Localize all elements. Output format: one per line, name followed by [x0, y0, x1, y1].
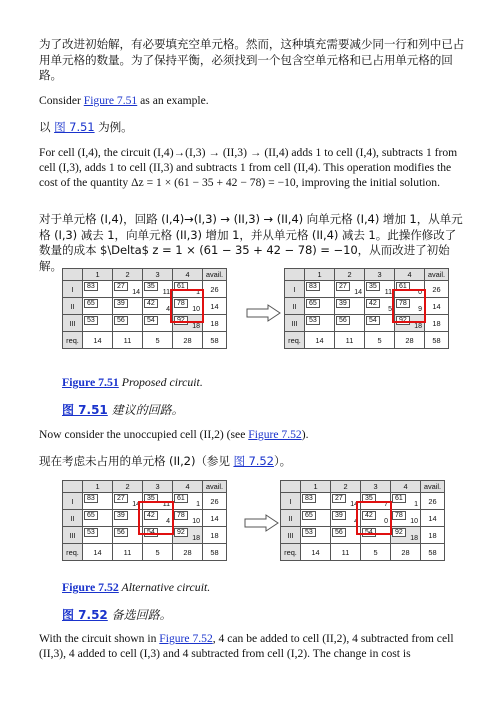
figure-7-51-caption-text-zh: 建议的回路。	[107, 403, 184, 417]
requirement-cell: 11	[113, 544, 143, 561]
allocation: 14	[350, 501, 358, 508]
unit-cost: 53	[302, 528, 316, 537]
availability-cell: 26	[425, 281, 449, 298]
allocation: 10	[192, 306, 200, 313]
unit-cost: 35	[144, 494, 158, 503]
unit-cost: 53	[306, 316, 320, 325]
unit-cost: 53	[84, 528, 98, 537]
requirement-cell: 5	[143, 332, 173, 349]
requirement-cell: 58	[203, 332, 227, 349]
cost-cell	[173, 527, 203, 544]
requirement-cell: 58	[425, 332, 449, 349]
requirement-cell: 14	[83, 544, 113, 561]
availability-cell: 26	[203, 493, 227, 510]
availability-cell: 18	[203, 315, 227, 332]
column-header: 4	[391, 481, 421, 493]
row-label: II	[63, 510, 83, 527]
column-header: 3	[361, 481, 391, 493]
unoccupied-text-zh-end: ）。	[273, 454, 292, 468]
availability-cell: 18	[425, 315, 449, 332]
unit-cost: 35	[362, 494, 376, 503]
unit-cost: 54	[366, 316, 380, 325]
unoccupied-text: Now consider the unoccupied cell (II,2) (see	[39, 428, 249, 441]
cost-cell	[365, 298, 395, 315]
cost-cell	[391, 510, 421, 527]
unit-cost: 54	[144, 316, 158, 325]
unit-cost: 27	[114, 282, 128, 291]
unit-cost: 92	[396, 316, 410, 325]
figure-7-52-caption-label[interactable]: Figure 7.52	[62, 580, 119, 594]
cost-cell	[143, 281, 173, 298]
requirement-cell: 14	[301, 544, 331, 561]
unit-cost: 35	[366, 282, 380, 291]
unit-cost: 92	[392, 528, 406, 537]
allocation: 1	[196, 289, 200, 296]
unit-cost: 65	[84, 511, 98, 520]
right-arrow-icon	[246, 304, 282, 322]
cost-cell	[83, 281, 113, 298]
requirement-row	[281, 544, 445, 561]
row-label: req.	[63, 544, 83, 561]
column-header: 2	[335, 269, 365, 281]
unit-cost: 42	[366, 299, 380, 308]
requirement-row	[63, 544, 227, 561]
row-label: I	[63, 493, 83, 510]
allocation: 18	[414, 323, 422, 330]
row-label: I	[281, 493, 301, 510]
availability-cell: 26	[421, 493, 445, 510]
unit-cost: 42	[144, 299, 158, 308]
cost-cell	[335, 281, 365, 298]
figure-7-51-caption-label[interactable]: Figure 7.51	[62, 375, 119, 389]
row-label: III	[63, 527, 83, 544]
availability-cell: 14	[425, 298, 449, 315]
cost-cell	[391, 527, 421, 544]
unit-cost: 65	[306, 299, 320, 308]
figure-7-52-link[interactable]: Figure 7.52	[248, 428, 302, 441]
figure-7-52-caption-text: Alternative circuit.	[118, 580, 211, 594]
row-label: req.	[285, 332, 305, 349]
cost-cell	[301, 493, 331, 510]
row-label: req.	[281, 544, 301, 561]
cost-cell	[173, 493, 203, 510]
allocation: 11	[162, 289, 170, 296]
figure-7-51-caption-zh	[62, 401, 489, 418]
column-header: 1	[83, 269, 113, 281]
column-header: 1	[305, 269, 335, 281]
allocation: 18	[410, 535, 418, 542]
cost-cell	[301, 510, 331, 527]
unit-cost: 39	[114, 299, 128, 308]
requirement-cell: 28	[173, 332, 203, 349]
unit-cost: 61	[174, 282, 188, 291]
allocation: 9	[418, 306, 422, 313]
figure-7-52-caption-text-zh: 备选回路。	[107, 608, 172, 622]
allocation: 14	[132, 501, 140, 508]
unit-cost: 39	[332, 511, 346, 520]
unit-cost: 54	[144, 528, 158, 537]
figure-7-52-caption-label-zh[interactable]: 图 7.52	[62, 608, 108, 622]
unoccupied-text-end: ).	[301, 428, 309, 441]
unit-cost: 61	[396, 282, 410, 291]
allocation: 5	[388, 306, 392, 313]
availability-cell: 14	[203, 298, 227, 315]
requirement-cell: 5	[143, 544, 173, 561]
row-label: II	[63, 298, 83, 315]
unit-cost: 27	[114, 494, 128, 503]
figure-7-52-caption	[62, 580, 489, 595]
cost-cell	[143, 298, 173, 315]
with-circuit-paragraph	[39, 632, 466, 662]
unit-cost: 78	[174, 299, 188, 308]
row-label: III	[285, 315, 305, 332]
availability-cell: 14	[421, 510, 445, 527]
row-label: III	[281, 527, 301, 544]
requirement-cell: 14	[83, 332, 113, 349]
unit-cost: 54	[362, 528, 376, 537]
unit-cost: 83	[302, 494, 316, 503]
unoccupied-paragraph	[39, 428, 466, 443]
cost-cell	[113, 298, 143, 315]
column-header: avail.	[203, 481, 227, 493]
cost-cell	[305, 315, 335, 332]
unit-cost: 65	[84, 299, 98, 308]
allocation: 1	[414, 501, 418, 508]
figure-7-52-caption-zh	[62, 606, 489, 623]
unit-cost: 56	[114, 528, 128, 537]
unit-cost: 27	[336, 282, 350, 291]
column-header: avail.	[425, 269, 449, 281]
unit-cost: 65	[302, 511, 316, 520]
cost-cell	[83, 298, 113, 315]
unit-cost: 42	[144, 511, 158, 520]
unit-cost: 27	[332, 494, 346, 503]
requirement-cell: 11	[113, 332, 143, 349]
allocation: 14	[354, 289, 362, 296]
requirement-row	[63, 332, 227, 349]
unit-cost: 61	[392, 494, 406, 503]
circuit-highlight-box	[356, 501, 392, 535]
allocation: 4	[166, 518, 170, 525]
row-label: I	[63, 281, 83, 298]
unit-cost: 56	[336, 316, 350, 325]
figure-7-52-link-2[interactable]: Figure 7.52	[159, 632, 213, 645]
allocation: 11	[384, 289, 392, 296]
figure-7-51-caption-label-zh[interactable]: 图 7.51	[62, 403, 108, 417]
cost-cell	[113, 315, 143, 332]
consider-text: Consider	[39, 94, 84, 107]
unit-cost: 39	[336, 299, 350, 308]
cost-cell	[305, 281, 335, 298]
column-header: avail.	[203, 269, 227, 281]
column-header: 1	[301, 481, 331, 493]
figure-7-51-link[interactable]: Figure 7.51	[83, 94, 138, 107]
cost-cell	[113, 281, 143, 298]
cost-cell	[83, 510, 113, 527]
allocation: 10	[410, 518, 418, 525]
unit-cost: 83	[84, 282, 98, 291]
cost-cell	[305, 298, 335, 315]
allocation: 10	[192, 518, 200, 525]
column-header: 4	[395, 269, 425, 281]
right-arrow-icon	[244, 514, 280, 532]
consider-paragraph	[39, 94, 466, 109]
with-circuit-text: With the circuit shown in	[39, 632, 160, 645]
requirement-cell: 5	[361, 544, 391, 561]
row-label: req.	[63, 332, 83, 349]
column-header: 4	[173, 481, 203, 493]
unit-cost: 92	[174, 316, 188, 325]
unit-cost: 78	[392, 511, 406, 520]
column-header	[63, 269, 83, 281]
figure-7-52	[62, 480, 470, 572]
column-header: 1	[83, 481, 113, 493]
column-header: 2	[113, 269, 143, 281]
consider-text-zh: 以	[39, 120, 55, 134]
consider-text-end: as an example.	[137, 94, 209, 107]
allocation: 18	[192, 323, 200, 330]
column-header: 2	[113, 481, 143, 493]
circuit-highlight-box	[170, 289, 204, 323]
unoccupied-paragraph-zh	[39, 454, 466, 470]
column-header: 4	[173, 269, 203, 281]
circuit-paragraph: For cell (I,4), the circuit (I,4)→(I,3) → (II,3) → (II,4) adds 1 to cell (I,4), subtracts 1 from cell (I,3), adds 1 to cell (II,3) and subtracts 1 from cell (II,4). This operation modifies the cost of the quantity Δz = 1 × (61 − 35 + 42 − 78) = −10, improving the initial solution.	[39, 146, 458, 189]
requirement-cell: 11	[335, 332, 365, 349]
requirement-cell: 58	[203, 544, 227, 561]
requirement-cell: 11	[331, 544, 361, 561]
allocation: 4	[166, 306, 170, 313]
cost-cell	[83, 315, 113, 332]
requirement-cell: 28	[391, 544, 421, 561]
column-header: 3	[143, 481, 173, 493]
circuit-highlight-box	[138, 501, 174, 535]
availability-cell: 14	[203, 510, 227, 527]
figure-7-51-caption	[62, 375, 489, 390]
requirement-row	[285, 332, 449, 349]
column-header: 3	[143, 269, 173, 281]
unoccupied-text-zh: 现在考虑未占用的单元格 (II,2)（参见	[39, 454, 234, 468]
requirement-cell: 28	[395, 332, 425, 349]
cost-cell	[335, 315, 365, 332]
row-label: I	[285, 281, 305, 298]
unit-cost: 83	[84, 494, 98, 503]
consider-paragraph-zh	[39, 120, 466, 136]
unit-cost: 39	[114, 511, 128, 520]
allocation: 7	[384, 501, 388, 508]
cost-cell	[365, 315, 395, 332]
unit-cost: 35	[144, 282, 158, 291]
cost-cell	[365, 281, 395, 298]
unit-cost: 42	[362, 511, 376, 520]
unit-cost: 56	[332, 528, 346, 537]
allocation: 1	[196, 501, 200, 508]
row-label: II	[281, 510, 301, 527]
with-circuit-text-end: , 4 can be added to cell (II,2), 4 subtracted from cell (II,3), 4 added to cell (I,3) and 4 subtracted from cell (I,2). The change in cost is	[39, 632, 454, 660]
unit-cost: 78	[396, 299, 410, 308]
unit-cost: 78	[174, 511, 188, 520]
cost-cell	[143, 315, 173, 332]
allocation: 14	[132, 289, 140, 296]
circuit-paragraph-zh: 对于单元格 (I,4)，回路 (I,4)→(I,3) → (II,3) → (II,4) 向单元格 (I,4) 增加 1，从单元格 (I,3) 减去 1，向单元格 (II,3) 增加 1，并从单元格 (II,4) 减去 1。此操作修改了数量的成本 $\Delta$ z = 1 × (61 − 35 + 42 − 78) = −10，从而改进了初始解。	[39, 212, 463, 273]
unit-cost: 56	[114, 316, 128, 325]
requirement-cell: 58	[421, 544, 445, 561]
unit-cost: 61	[174, 494, 188, 503]
unit-cost: 53	[84, 316, 98, 325]
requirement-cell: 5	[365, 332, 395, 349]
consider-text-zh-end: 为例。	[94, 120, 133, 134]
cost-cell	[391, 493, 421, 510]
allocation: 0	[384, 518, 388, 525]
figure-7-52-link-zh[interactable]: 图 7.52	[233, 454, 274, 468]
column-header	[63, 481, 83, 493]
figure-7-51-caption-text: Proposed circuit.	[118, 375, 203, 389]
row-label: II	[285, 298, 305, 315]
availability-cell: 26	[203, 281, 227, 298]
requirement-cell: 14	[305, 332, 335, 349]
unit-cost: 92	[174, 528, 188, 537]
allocation: 11	[162, 501, 170, 508]
column-header: 2	[331, 481, 361, 493]
unit-cost: 83	[306, 282, 320, 291]
cost-cell	[173, 510, 203, 527]
figure-7-51-link-zh[interactable]: 图 7.51	[54, 120, 95, 134]
cost-cell	[301, 527, 331, 544]
availability-cell: 18	[421, 527, 445, 544]
cost-cell	[335, 298, 365, 315]
column-header: avail.	[421, 481, 445, 493]
figure-7-51	[62, 268, 470, 360]
allocation: 0	[418, 289, 422, 296]
row-label: III	[63, 315, 83, 332]
column-header	[285, 269, 305, 281]
column-header: 3	[365, 269, 395, 281]
cost-cell	[83, 493, 113, 510]
allocation: 18	[192, 535, 200, 542]
column-header	[281, 481, 301, 493]
allocation: 4	[354, 518, 358, 525]
intro-paragraph-zh: 为了改进初始解，有必要填充空单元格。然而，这种填充需要减少同一行和列中已占用单元格的数量。为了保持平衡，必须找到一个包含空单元格和已占用单元格的回路。	[39, 37, 465, 82]
cost-cell	[83, 527, 113, 544]
availability-cell: 18	[203, 527, 227, 544]
circuit-highlight-box	[392, 289, 426, 323]
requirement-cell: 28	[173, 544, 203, 561]
